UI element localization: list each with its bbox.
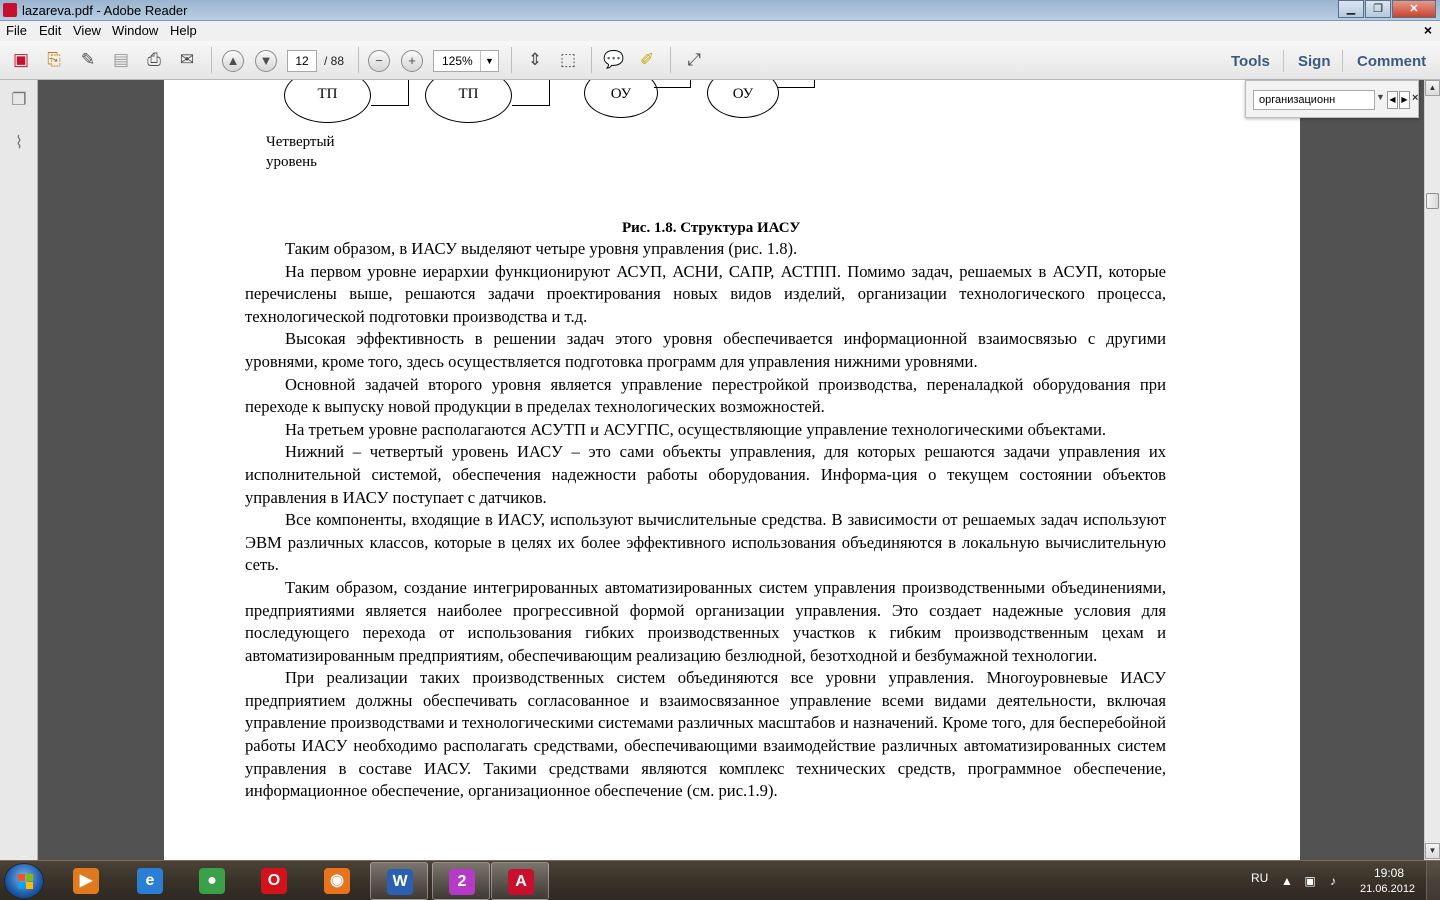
minimize-button[interactable]: ▁ (1338, 0, 1364, 18)
fit-page-icon[interactable]: ⇕ (527, 50, 543, 69)
paragraph: На первом уровне иерархии функционируют АСУП, АСНИ, САПР, АСТПП. Помимо задач, решаемых в АСУП, которые перечислены выше, решаются задачи проектирования новых видов изделий, организации технологического процесса, технологической подготовки производства и т.д. (245, 261, 1166, 326)
menu-window[interactable]: Window (112, 23, 159, 38)
diagram-connector (512, 105, 550, 106)
window-title: lazareva.pdf - Adobe Reader (22, 3, 188, 18)
clock-time[interactable]: 19:08 (1374, 866, 1405, 880)
next-page-icon[interactable]: ▼ (255, 50, 277, 72)
print-icon[interactable]: ⎙ (147, 50, 161, 69)
menu-file[interactable]: File (6, 23, 27, 38)
paragraph: Все компоненты, входящие в ИАСУ, используют вычислительные средства. В зависимости от решаемых задач используют ЭВМ различных классов, которые в целях их более эффективного использования объединяются в локальную вычислительную сеть. (245, 510, 1166, 575)
diagram-connector (371, 105, 409, 106)
zoom-value: 125% (442, 54, 473, 68)
prev-page-icon[interactable]: ▲ (222, 50, 244, 72)
attachments-icon[interactable]: ⌇ (14, 133, 24, 152)
network-icon[interactable]: ▣ (1304, 874, 1316, 888)
find-previous-icon[interactable]: ◀ (1387, 91, 1398, 109)
firefox-icon: ◉ (324, 868, 350, 894)
close-document-button[interactable]: × (1423, 22, 1432, 38)
level-label-line: Четвертый (266, 134, 335, 150)
opera-icon: O (261, 868, 287, 894)
diagram-node-ou: ОУ (584, 80, 658, 118)
comment-button[interactable]: Comment (1357, 53, 1427, 70)
taskbar-button[interactable] (370, 862, 428, 900)
maximize-button[interactable]: ❐ (1365, 0, 1391, 18)
scroll-up-icon[interactable]: ▲ (1425, 80, 1440, 96)
page-number-input[interactable]: 12 (287, 50, 317, 72)
toolbar-separator (1283, 50, 1284, 72)
navigation-pane (0, 80, 38, 860)
export-icon[interactable]: ⎘ (47, 50, 61, 69)
paragraph: На третьем уровне располагаются АСУТП и АСУГПС, осуществляющие управление технологическими объектами. (285, 419, 1107, 439)
pages-icon[interactable]: ❐ (11, 90, 27, 109)
word-icon: W (387, 869, 413, 895)
diagram-connector (408, 80, 409, 106)
taskbar-button[interactable] (308, 862, 366, 900)
toolbar-separator (1342, 50, 1343, 72)
comment-icon[interactable]: 💬 (603, 50, 625, 69)
edit-icon[interactable]: ✎ (80, 50, 96, 69)
taskbar-button[interactable] (432, 862, 490, 900)
find-input[interactable]: организационн (1253, 90, 1375, 110)
internet-explorer-icon: e (137, 868, 163, 894)
find-bar (1245, 80, 1419, 118)
diagram-node-tp: ТП (425, 80, 512, 123)
toolbar-separator (670, 47, 671, 73)
paragraph: Высокая эффективность в решении задач этого уровня обеспечивается информационной взаимосвязью с другими уровнями, кроме того, здесь осуществляется подготовка программ для управления нижними уровнями. (245, 329, 1166, 371)
figure-caption: Рис. 1.8. Структура ИАСУ (622, 220, 801, 236)
zoom-select[interactable] (433, 50, 499, 72)
volume-icon[interactable]: ♪ (1330, 874, 1336, 888)
zoom-out-icon[interactable]: − (368, 50, 390, 72)
zoom-in-icon[interactable]: + (401, 50, 423, 72)
chevron-down-icon[interactable]: ▼ (1376, 92, 1385, 102)
highlight-icon[interactable]: ✐ (639, 50, 655, 69)
vertical-scrollbar[interactable] (1424, 80, 1440, 860)
level-label (266, 132, 335, 172)
toolbar (0, 41, 1440, 80)
adobe-reader-icon: A (508, 869, 534, 895)
menu-edit[interactable]: Edit (39, 23, 62, 38)
toolbar-separator (511, 47, 512, 73)
language-indicator[interactable]: RU (1251, 871, 1269, 885)
paragraph: При реализации таких производственных систем объединяются все уровни управления. Многоуровневые ИАСУ предприятием должны обеспечивать согласованное и взаимосвязанное управление всеми видами деятельности, включая управление производствами и технологическими системами различных масштабов и назначений. Кроме того, для бесперебойной работы ИАСУ необходимо располагать средствами, обеспечивающими взаимодействие различных автоматизированных систем управления в составе ИАСУ. Такими средствами являются комплекс технических средств, программное обеспечение, информационное обеспечение, организационное обеспечение (см. рис.1.9). (245, 668, 1166, 801)
taskbar-button[interactable] (183, 862, 241, 900)
diagram-connector (654, 87, 691, 88)
save-icon[interactable]: ▤ (112, 50, 130, 69)
chevron-down-icon[interactable]: ▼ (480, 51, 498, 71)
taskbar-button[interactable] (121, 862, 179, 900)
diagram-node-ou: ОУ (707, 80, 779, 118)
fullscreen-icon[interactable]: ⤢ (687, 50, 701, 69)
scroll-thumb[interactable] (1426, 193, 1439, 209)
media-player-icon: ▶ (73, 868, 99, 894)
close-button[interactable]: ✕ (1392, 0, 1436, 18)
paragraph: Основной задачей второго уровня является управление перестройкой производства, переналадкой оборудования при переходе к выпуску новой продукции в пределах технологических возможностей. (245, 374, 1166, 417)
level-label-line: уровень (266, 154, 318, 170)
toolbar-separator (358, 47, 359, 73)
show-desktop-button[interactable] (1426, 861, 1440, 900)
taskbar-button[interactable] (57, 862, 115, 900)
toolbar-separator (211, 47, 212, 73)
close-icon[interactable]: × (1412, 92, 1419, 104)
fit-width-icon[interactable]: ⬚ (559, 50, 577, 69)
taskbar-button[interactable] (491, 862, 549, 900)
taskbar (0, 860, 1440, 900)
chrome-icon: ● (199, 868, 225, 894)
windows-logo-icon (18, 874, 34, 890)
document-text (245, 238, 1166, 803)
create-pdf-icon[interactable]: ▣ (12, 50, 30, 69)
menu-view[interactable]: View (73, 23, 101, 38)
sign-button[interactable]: Sign (1298, 53, 1331, 70)
window-controls (1337, 0, 1436, 18)
adobe-reader-icon (3, 3, 17, 17)
pdf-page (164, 80, 1300, 860)
toolbar-separator (591, 47, 592, 73)
diagram-connector (777, 87, 815, 88)
paragraph: Нижний – четвертый уровень ИАСУ – это сами объекты управления, для которых решаются задачи управления их исполнительной системой, обеспечения надежности работы оборудования. Информа-ция о текущем состоянии объектов управления в ИАСУ поступает с датчиков. (245, 442, 1166, 507)
tools-button[interactable]: Tools (1231, 53, 1270, 70)
clock-date[interactable]: 21.06.2012 (1360, 883, 1416, 895)
find-next-icon[interactable]: ▶ (1399, 91, 1410, 109)
scroll-down-icon[interactable]: ▼ (1425, 843, 1440, 859)
taskbar-button[interactable] (245, 862, 303, 900)
page-total: / 88 (324, 54, 345, 68)
tray-arrow-icon[interactable]: ▲ (1281, 874, 1293, 888)
menu-bar (0, 21, 1440, 41)
paragraph: Таким образом, создание интегрированных автоматизированных систем управления производственными объединениями, предприятиями является наиболее прогрессивной формой организации управления. Это создает надежные условия для последующего перехода от использования гибких производственных участков к гибким производственным цехам и автоматизированным предприятиям, обеспечивающим реализацию безлюдной, безотходной и безбумажной технологии. (245, 577, 1166, 665)
menu-help[interactable]: Help (170, 23, 197, 38)
app-two-icon: 2 (449, 869, 475, 895)
diagram-connector (549, 80, 550, 106)
paragraph: Таким образом, в ИАСУ выделяют четыре уровня управления (рис. 1.8). (285, 239, 798, 258)
document-area[interactable] (38, 80, 1424, 860)
diagram-node-tp: ТП (284, 80, 371, 123)
email-icon[interactable]: ✉ (179, 50, 195, 69)
start-button[interactable] (4, 863, 44, 899)
title-bar (0, 0, 1440, 21)
